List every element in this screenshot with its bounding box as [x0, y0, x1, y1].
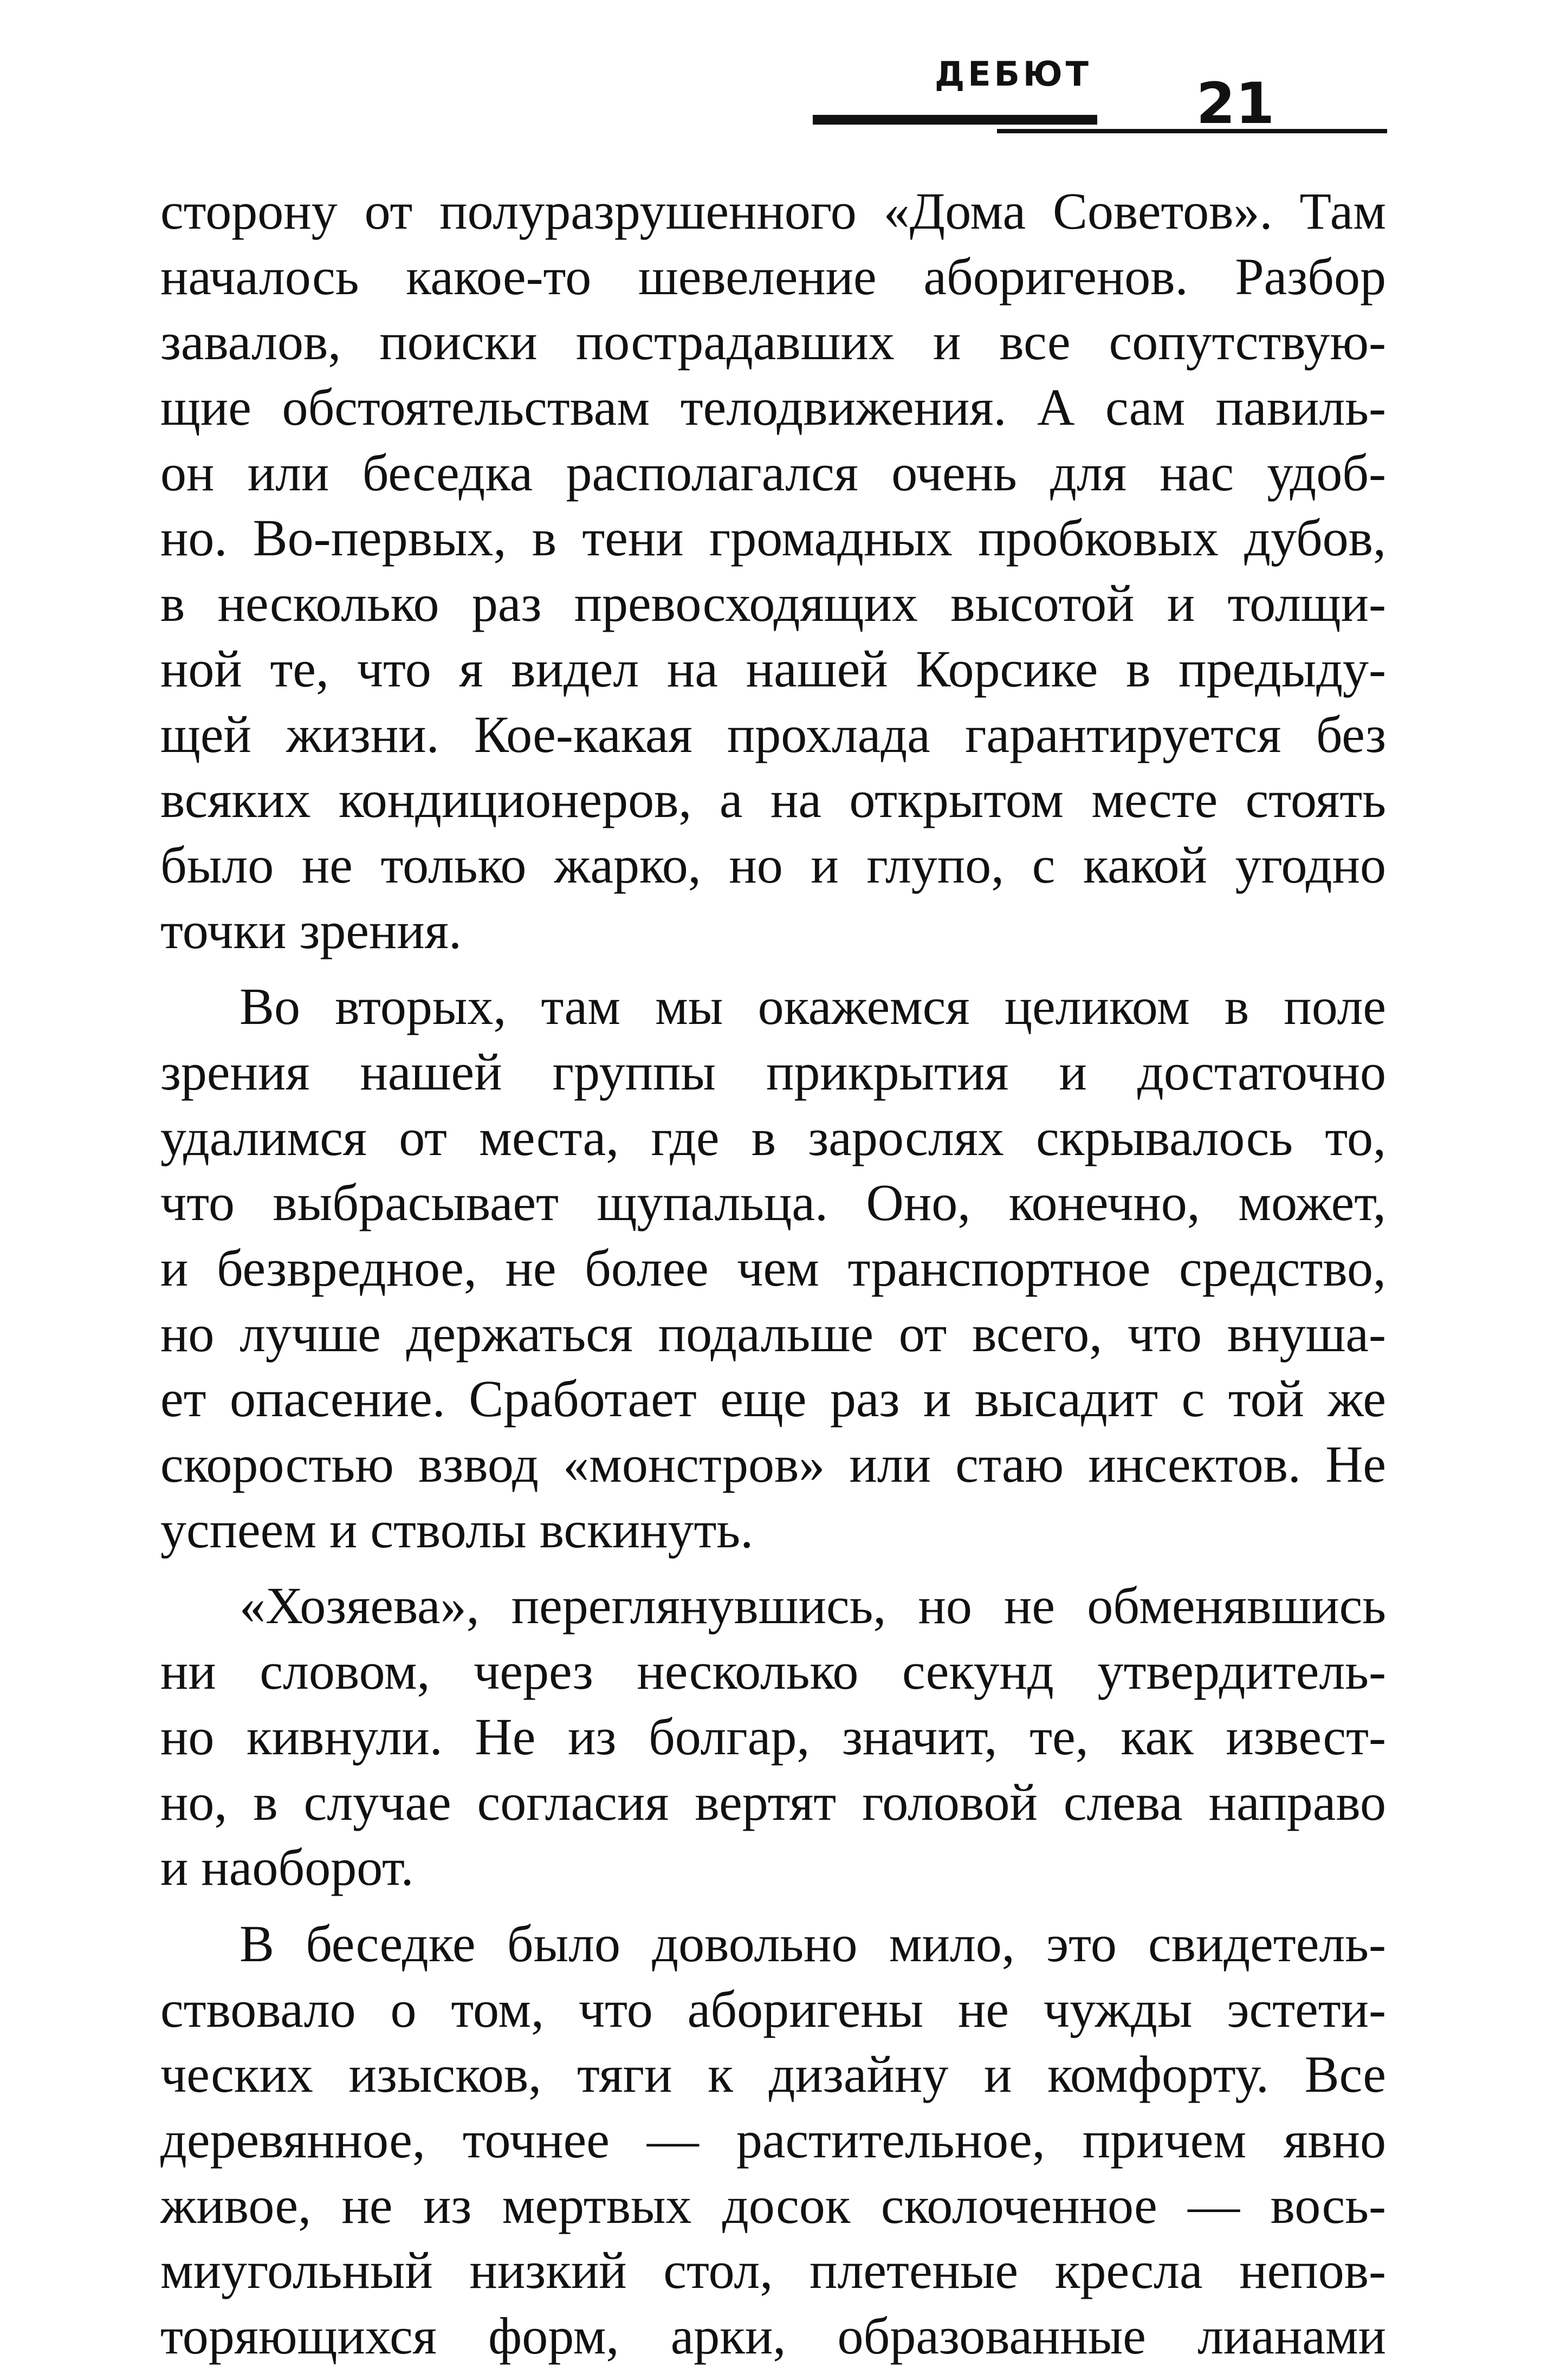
text-line: ни словом, через несколько секунд утвердитель-	[160, 1642, 1386, 1701]
text-line: удалимся от места, где в зарослях скрывалось то,	[160, 1108, 1386, 1166]
text-line: но. Во-первых, в тени громадных пробковых дубов,	[160, 509, 1386, 567]
text-line: ной те, что я видел на нашей Корсике в предыду-	[160, 639, 1386, 698]
text-line: было не только жарко, но и глупо, с какой угодно	[160, 835, 1386, 894]
text-line: но кивнули. Не из болгар, значит, те, как извест-	[160, 1707, 1386, 1766]
text-line: миугольный низкий стол, плетеные кресла непов-	[160, 2241, 1386, 2300]
text-line: щей жизни. Кое-какая прохлада гарантируется без	[160, 705, 1386, 763]
header-rule-thick	[813, 115, 1097, 125]
text-line: началось какое-то шевеление аборигенов. Разбор	[160, 247, 1386, 306]
text-line: но, в случае согласия вертят головой слева направо	[160, 1773, 1386, 1831]
text-line: завалов, поиски пострадавших и все сопутствую-	[160, 313, 1386, 371]
text-line: торяющихся форм, арки, образованные лианами	[160, 2307, 1386, 2365]
text-line: и наоборот.	[160, 1838, 414, 1897]
text-line: но лучше держаться подальше от всего, что внуша-	[160, 1304, 1386, 1363]
text-line: ет опасение. Сработает еще раз и высадит с той же	[160, 1370, 1386, 1428]
text-line: в несколько раз превосходящих высотой и толщи-	[160, 574, 1386, 633]
text-line: щие обстоятельствам телодвижения. А сам павиль-	[160, 378, 1386, 437]
text-line: точки зрения.	[160, 901, 462, 959]
text-line: Во вторых, там мы окажемся целиком в поле	[239, 977, 1386, 1036]
text-line: скоростью взвод «монстров» или стаю инсектов. Не	[160, 1435, 1386, 1494]
text-line: ствовало о том, что аборигены не чужды эстети-	[160, 1980, 1386, 2038]
text-line: он или беседка располагался очень для нас удоб-	[160, 443, 1386, 502]
page-number: 21	[1196, 70, 1275, 137]
text-line: живое, не из мертвых досок сколоченное — вось-	[160, 2176, 1386, 2234]
book-text	[160, 179, 1386, 2380]
page-header	[0, 0, 1541, 152]
text-line: деревянное, точнее — растительное, причем явно	[160, 2110, 1386, 2169]
text-line: и безвредное, не более чем транспортное средство,	[160, 1239, 1386, 1297]
paragraph-3	[160, 1573, 1386, 1900]
text-line: В беседке было довольно мило, это свидетель-	[239, 1914, 1386, 1973]
text-line: зрения нашей группы прикрытия и достаточно	[160, 1042, 1386, 1101]
paragraph-1	[160, 179, 1386, 963]
running-title: ДЕБЮТ	[935, 54, 1092, 94]
text-line: успеем и стволы вскинуть.	[160, 1500, 754, 1559]
text-line: сторону от полуразрушенного «Дома Советов». Там	[160, 182, 1386, 240]
paragraph-4	[160, 1911, 1386, 2369]
text-line: всяких кондиционеров, а на открытом месте стоять	[160, 770, 1386, 829]
text-line: «Хозяева», переглянувшись, но не обменявшись	[239, 1577, 1386, 1635]
text-line: что выбрасывает щупальца. Оно, конечно, может,	[160, 1173, 1386, 1232]
paragraph-2	[160, 974, 1386, 1562]
text-line: ческих изысков, тяги к дизайну и комфорту. Все	[160, 2045, 1386, 2104]
